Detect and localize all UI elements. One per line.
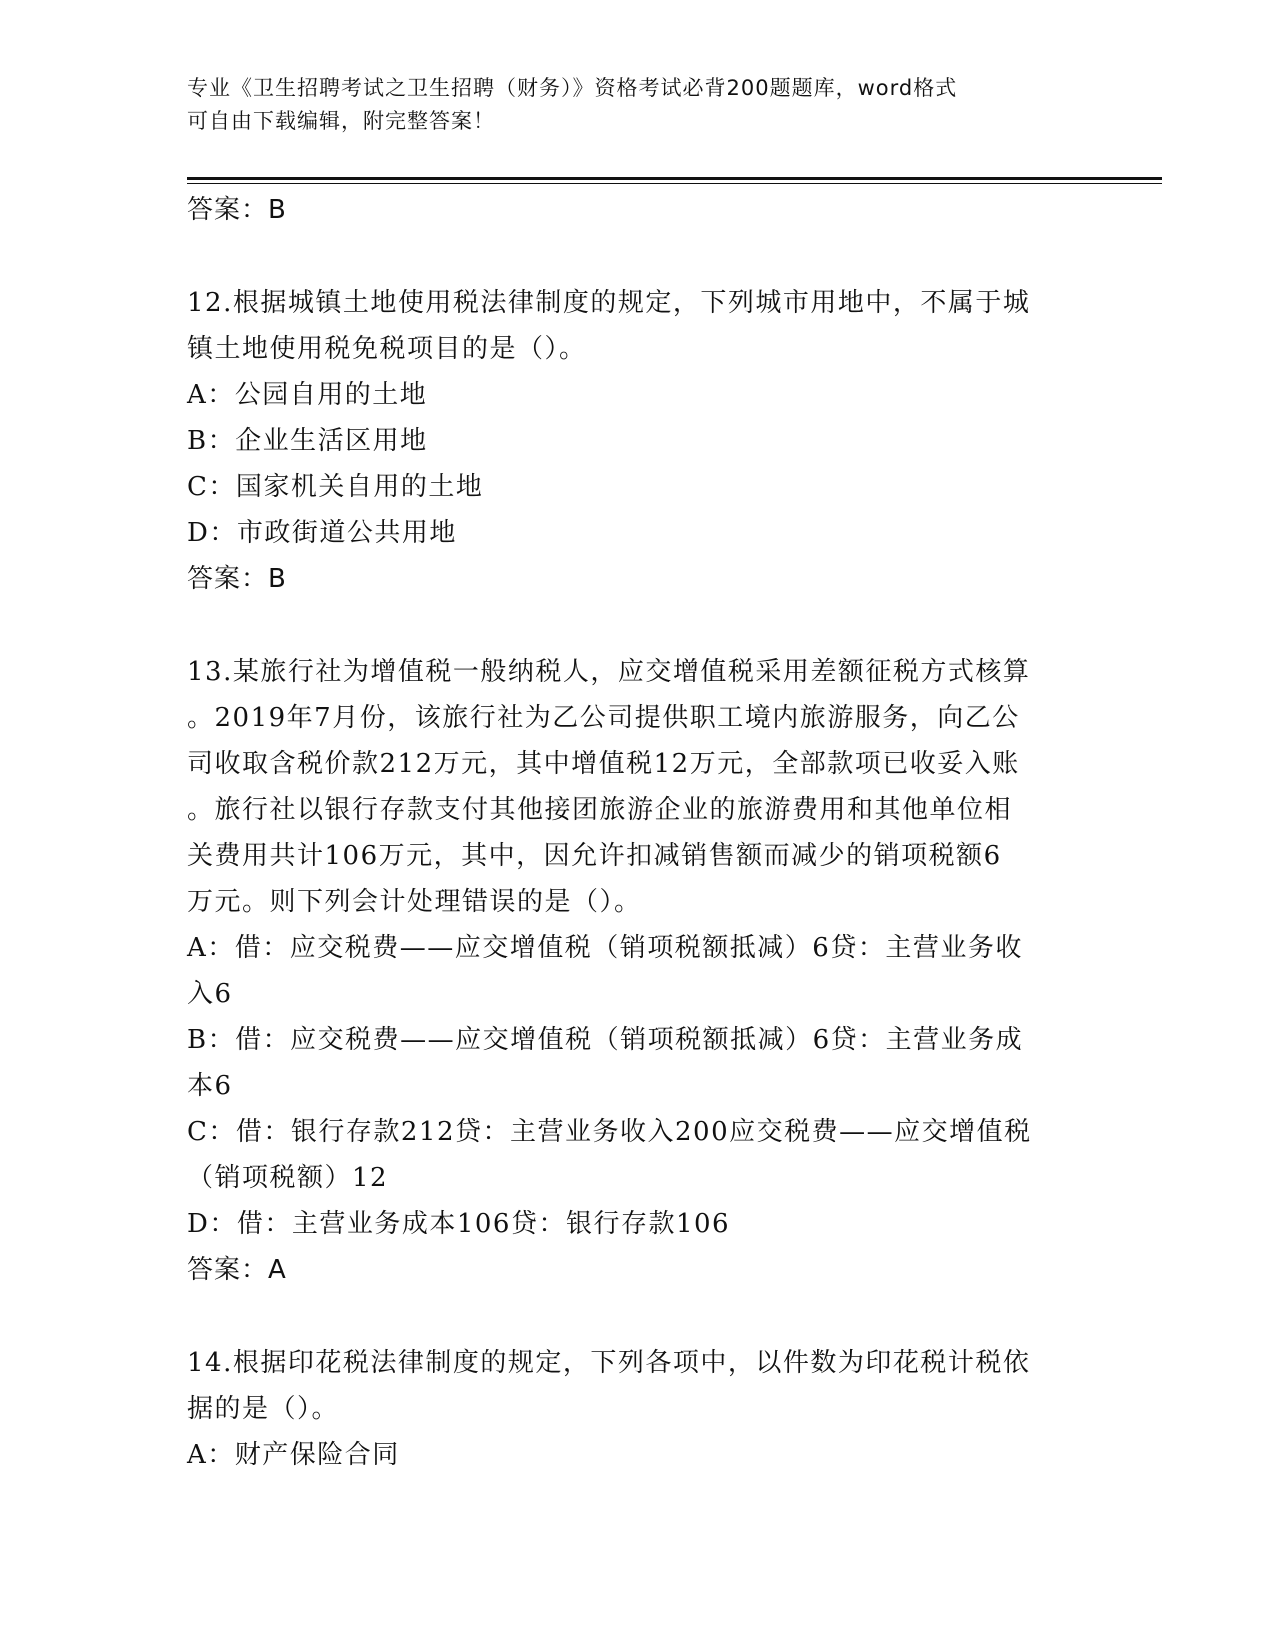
document-body [187, 187, 1087, 1478]
option-c: C：借：银行存款212贷：主营业务收入200应交税费——应交增值税 [187, 1117, 1032, 1147]
option-a: A：公园自用的土地 [187, 380, 428, 410]
option-d: D：借：主营业务成本106贷：银行存款106 [187, 1209, 731, 1239]
question-text-line: 万元。则下列会计处理错误的是（）。 [187, 887, 642, 917]
option-a: A：财产保险合同 [187, 1440, 400, 1470]
question-text-line: 。旅行社以银行存款支付其他接团旅游企业的旅游费用和其他单位相 [187, 795, 1013, 825]
question-13 [187, 649, 1087, 1293]
option-d: D：市政街道公共用地 [187, 518, 457, 548]
spacer [187, 602, 1087, 649]
option-c: C：国家机关自用的土地 [187, 472, 484, 502]
answer-line: 答案：B [187, 564, 287, 594]
answer-line: 答案：A [187, 1255, 287, 1285]
question-text-line: 关费用共计106万元，其中，因允许扣减销售额而减少的销项税额6 [187, 841, 1002, 871]
question-12 [187, 280, 1087, 602]
option-b: B：借：应交税费——应交增值税（销项税额抵减）6贷：主营业务成 [187, 1025, 1024, 1055]
option-c-continued: （销项税额）12 [187, 1163, 389, 1193]
page-header [187, 72, 1087, 138]
option-a-continued: 入6 [187, 979, 233, 1009]
question-text-line: 14.根据印花税法律制度的规定，下列各项中，以件数为印花税计税依 [187, 1348, 1031, 1378]
option-a: A：借：应交税费——应交增值税（销项税额抵减）6贷：主营业务收 [187, 933, 1023, 963]
spacer [187, 1293, 1087, 1340]
answer-line: 答案：B [187, 195, 287, 225]
header-line-1: 专业《卫生招聘考试之卫生招聘（财务）》资格考试必背200题题库，word格式 [187, 76, 958, 100]
option-b-continued: 本6 [187, 1071, 233, 1101]
question-text-line: 12.根据城镇土地使用税法律制度的规定，下列城市用地中，不属于城 [187, 288, 1031, 318]
question-text-line: 据的是（）。 [187, 1394, 340, 1424]
question-text-line: 司收取含税价款212万元，其中增值税12万元，全部款项已收妥入账 [187, 749, 1020, 779]
spacer [187, 233, 1087, 280]
option-b: B：企业生活区用地 [187, 426, 428, 456]
question-14 [187, 1340, 1087, 1478]
question-text-line: 。2019年7月份，该旅行社为乙公司提供职工境内旅游服务，向乙公 [187, 703, 1020, 733]
header-rule-thin [187, 183, 1162, 184]
question-text-line: 13.某旅行社为增值税一般纳税人，应交增值税采用差额征税方式核算 [187, 657, 1031, 687]
question-text-line: 镇土地使用税免税项目的是（）。 [187, 334, 587, 364]
header-rule-thick [187, 177, 1162, 180]
header-line-2: 可自由下载编辑，附完整答案！ [187, 109, 495, 133]
